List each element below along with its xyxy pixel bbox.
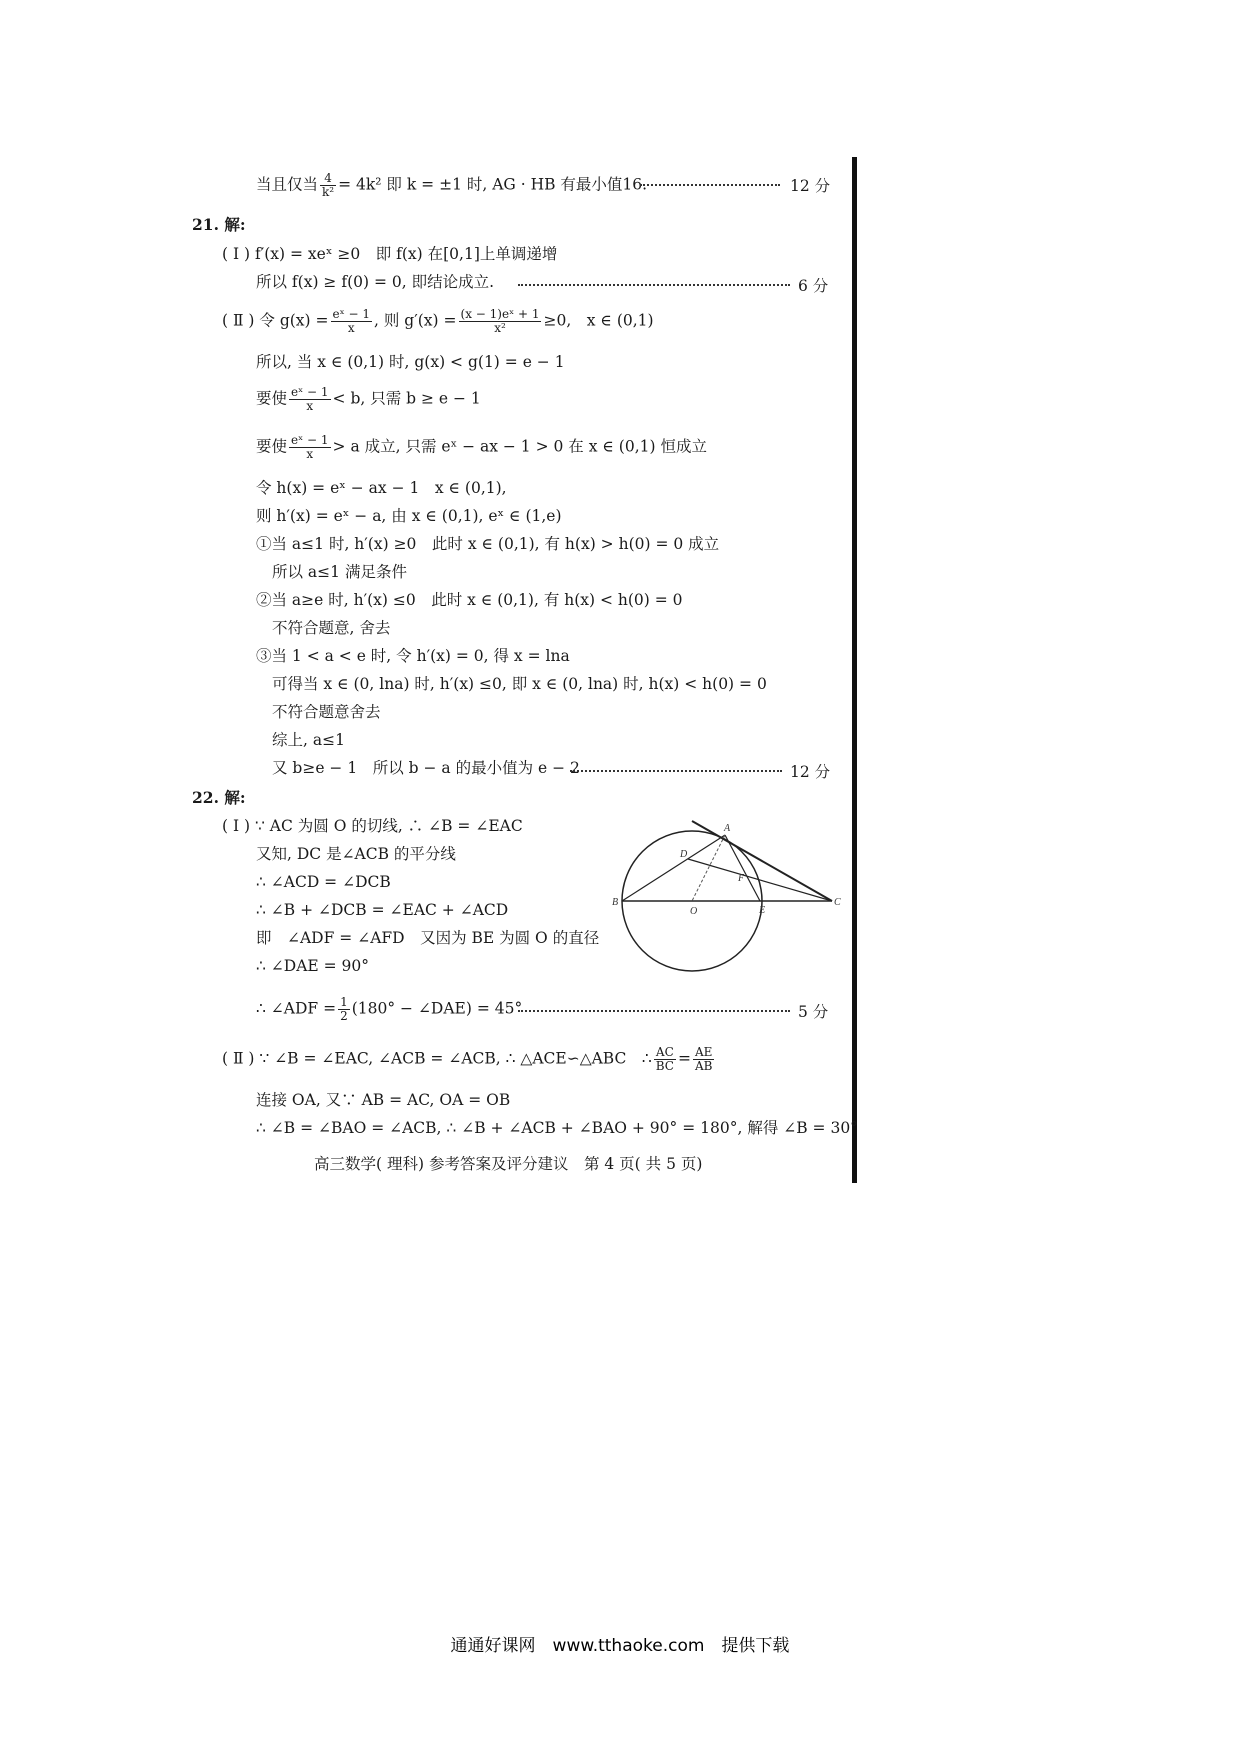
geometry-figure — [610, 815, 850, 975]
q21-line3: 所以, 当 x ∈ (0,1) 时, g(x) < g(1) = e − 1 — [256, 353, 565, 371]
site-footer: 通通好课网 www.tthaoke.com 提供下载 — [450, 1636, 790, 1656]
question-22-heading: 22. 解: — [192, 788, 246, 807]
score-label: 5 分 — [798, 1003, 829, 1021]
q20-conclusion: 当且仅当 $\frac{4}{\text{k²}}$ = 4k² 即 k = ±1 时, AG · HB 有最小值16. — [256, 171, 648, 199]
q21-line8: ①当 a≤1 时, h′(x) ≥0 此时 x ∈ (0,1), 有 h(x) > h(0) = 0 成立 — [256, 535, 720, 553]
page-edge-bar — [852, 157, 857, 1183]
q21-line7: 则 h′(x) = eˣ − a, 由 x ∈ (0,1), eˣ ∈ (1,e) — [256, 507, 562, 525]
q22-line8: ( Ⅱ ) ∵ ∠B = ∠EAC, ∠ACB = ∠ACB, ∴ △ACE∽△ABC ∴ $\frac{AC}{BC}$ = $\frac{AE}{AB}$ — [222, 1045, 713, 1073]
q21-line14: 不符合题意舍去 — [272, 703, 381, 721]
q21-part1-line1: ( Ⅰ ) f′(x) = xeˣ ≥0 即 f(x) 在[0,1]上单调递增 — [222, 245, 558, 263]
line-dc — [688, 859, 832, 901]
score-label: 12 分 — [790, 763, 831, 781]
q21-line15: 综上, a≤1 — [272, 731, 345, 749]
q22-line6: ∴ ∠DAE = 90° — [256, 957, 370, 975]
q21-line5: 要使 $\frac{\text{eˣ − 1}}{x}$ > a 成立, 只需 eˣ − ax − 1 > 0 在 x ∈ (0,1) 恒成立 — [256, 433, 707, 461]
q21-line10: ②当 a≥e 时, h′(x) ≤0 此时 x ∈ (0,1), 有 h(x) < h(0) = 0 — [256, 591, 683, 609]
q22-line9: 连接 OA, 又∵ AB = AC, OA = OB — [256, 1091, 511, 1109]
score-label: 12 分 — [790, 177, 831, 195]
q22-line4: ∴ ∠B + ∠DCB = ∠EAC + ∠ACD — [256, 901, 509, 919]
label-b: B — [612, 897, 619, 908]
q21-line4: 要使 $\frac{\text{eˣ − 1}}{x}$ < b, 只需 b ≥ e − 1 — [256, 385, 481, 413]
score-label: 6 分 — [798, 277, 829, 295]
label-a: A — [724, 823, 731, 834]
q22-line7: ∴ ∠ADF = $\frac{1}{2}$ (180° − ∠DAE) = 45° — [256, 995, 523, 1023]
q21-part2-line1: ( Ⅱ ) 令 g(x) = $\frac{\text{eˣ − 1}}{x}$ , 则 g′(x) = $\frac{\text{(x − 1)eˣ + 1}}{\text{x²}}$ ≥0, x ∈ (0,1) — [222, 307, 654, 335]
q21-line9: 所以 a≤1 满足条件 — [272, 563, 407, 581]
page-footer-info: 高三数学( 理科) 参考答案及评分建议 第 4 页( 共 5 页) — [314, 1155, 703, 1173]
dot-leader — [518, 284, 790, 286]
line-ab — [622, 835, 725, 901]
q21-line16: 又 b≥e − 1 所以 b − a 的最小值为 e − 2 — [272, 759, 580, 777]
dot-leader — [640, 184, 780, 186]
line-ae — [725, 835, 760, 901]
q22-line3: ∴ ∠ACD = ∠DCB — [256, 873, 391, 891]
q22-line2: 又知, DC 是∠ACB 的平分线 — [256, 845, 456, 863]
q22-line1: ( Ⅰ ) ∵ AC 为圆 O 的切线, ∴ ∠B = ∠EAC — [222, 817, 523, 835]
q21-line13: 可得当 x ∈ (0, lna) 时, h′(x) ≤0, 即 x ∈ (0, lna) 时, h(x) < h(0) = 0 — [272, 675, 767, 693]
q22-line5: 即 ∠ADF = ∠AFD 又因为 BE 为圆 O 的直径 — [256, 929, 600, 947]
q21-line6: 令 h(x) = eˣ − ax − 1 x ∈ (0,1), — [256, 479, 507, 497]
label-d: D — [680, 849, 688, 860]
q21-part1-line2: 所以 f(x) ≥ f(0) = 0, 即结论成立. — [256, 273, 495, 291]
q22-line10: ∴ ∠B = ∠BAO = ∠ACB, ∴ ∠B + ∠ACB + ∠BAO + 90° = 180°, 解得 ∠B = 30° — [256, 1119, 858, 1137]
question-21-heading: 21. 解: — [192, 215, 246, 234]
q21-line12: ③当 1 < a < e 时, 令 h′(x) = 0, 得 x = lna — [256, 647, 570, 665]
line-tangent-ac — [692, 821, 832, 901]
label-c: C — [834, 897, 841, 908]
dot-leader — [518, 1010, 790, 1012]
q21-line11: 不符合题意, 舍去 — [272, 619, 391, 637]
dot-leader — [570, 770, 782, 772]
label-o: O — [690, 906, 698, 917]
label-e: E — [759, 905, 766, 916]
label-f: F — [738, 873, 745, 884]
